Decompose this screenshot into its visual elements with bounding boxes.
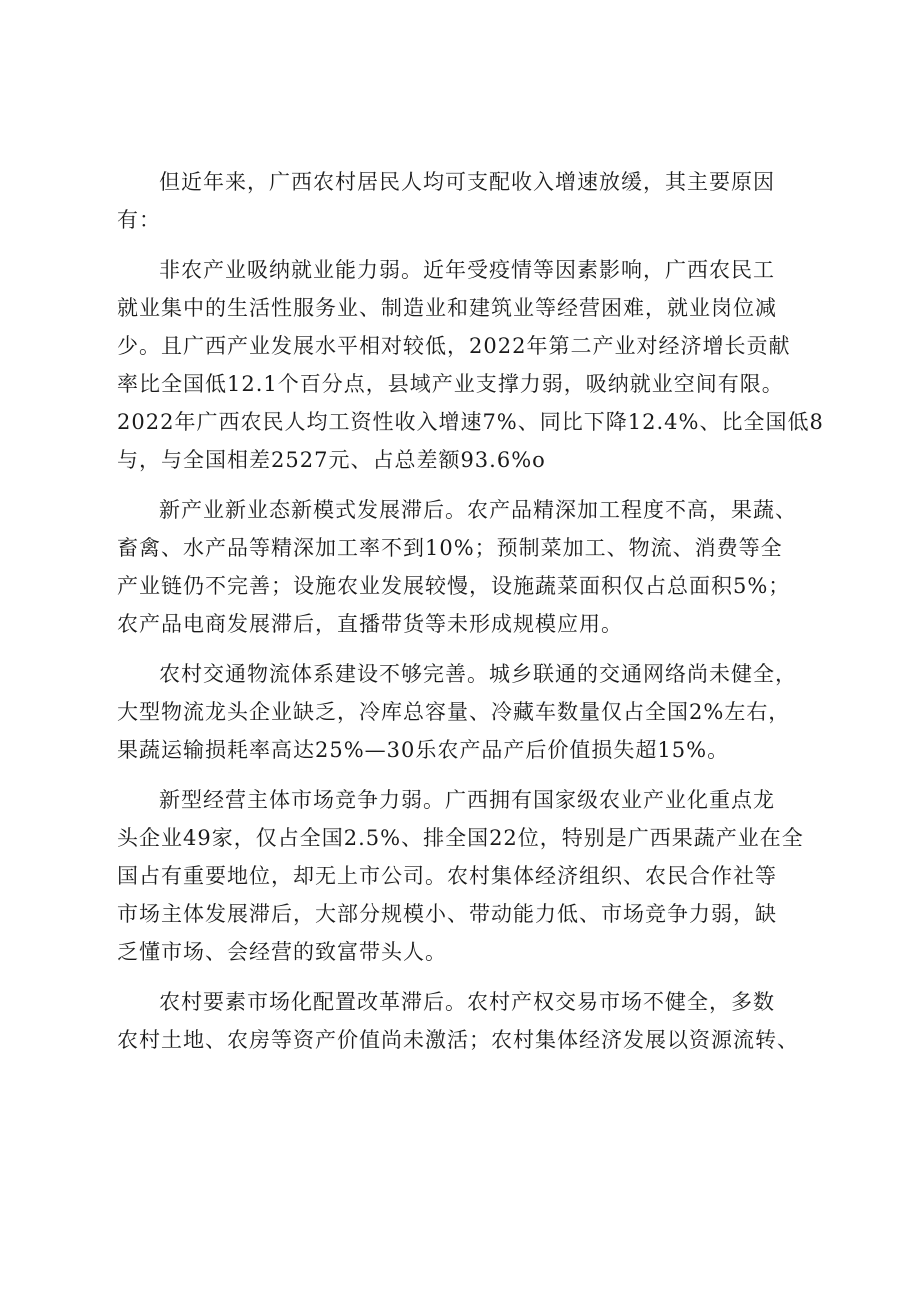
text-line: 农村要素市场化配置改革滞后。农村产权交易市场不健全，多数 <box>159 990 775 1014</box>
text-line: 市场主体发展滞后，大部分规模小、带动能力低、市场竞争力弱，缺 <box>117 902 777 926</box>
paragraph-factor-market <box>117 983 807 1059</box>
text-line: 2022年广西农民人均工资性收入增速7%、同比下降12.4%、比全国低8 <box>117 410 824 434</box>
text-line: 农村交通物流体系建设不够完善。城乡联通的交通网络尚未健全， <box>159 662 797 686</box>
text-line: 国占有重要地位，却无上市公司。农村集体经济组织、农民合作社等 <box>117 864 777 888</box>
text-line: 农产品电商发展滞后，直播带货等未形成规模应用。 <box>117 612 623 636</box>
text-line: 农村土地、农房等资产价值尚未激活；农村集体经济发展以资源流转、 <box>117 1028 799 1052</box>
text-line: 乏懂市场、会经营的致富带头人。 <box>117 940 447 964</box>
text-line: 少。且广西产业发展水平相对较低，2022年第二产业对经济增长贡献 <box>117 334 791 358</box>
paragraph-employment <box>117 251 824 479</box>
text-line: 但近年来，广西农村居民人均可支配收入增速放缓，其主要原因 <box>159 170 775 194</box>
text-line: 率比全国低12.1个百分点，县域产业支撑力弱，吸纳就业空间有限。 <box>117 372 784 396</box>
text-line: 新产业新业态新模式发展滞后。农产品精深加工程度不高，果蔬、 <box>159 498 797 522</box>
text-line: 头企业49家，仅占全国2.5%、排全国22位，特别是广西果蔬产业在全 <box>117 826 804 850</box>
text-line: 有： <box>117 208 161 232</box>
text-line: 大型物流龙头企业缺乏，冷库总容量、冷藏车数量仅占全国2%左右， <box>117 700 791 724</box>
paragraph-logistics <box>117 655 807 769</box>
text-line: 畜禽、水产品等精深加工率不到10%；预制菜加工、物流、消费等全 <box>117 536 783 560</box>
paragraph-intro <box>117 163 807 239</box>
text-line: 产业链仍不完善；设施农业发展较慢，设施蔬菜面积仅占总面积5%； <box>117 574 791 598</box>
text-line: 果蔬运输损耗率高达25%—30乐农产品产后价值损失超15%。 <box>117 738 730 762</box>
text-line: 与，与全国相差2527元、占总差额93.6%o <box>117 448 546 472</box>
paragraph-new-industry <box>117 491 807 643</box>
paragraph-business-entities <box>117 781 807 971</box>
text-line: 就业集中的生活性服务业、制造业和建筑业等经营困难，就业岗位减 <box>117 296 777 320</box>
text-line: 新型经营主体市场竞争力弱。广西拥有国家级农业产业化重点龙 <box>159 788 775 812</box>
text-line: 非农产业吸纳就业能力弱。近年受疫情等因素影响，广西农民工 <box>159 258 775 282</box>
document-body <box>117 163 824 1059</box>
